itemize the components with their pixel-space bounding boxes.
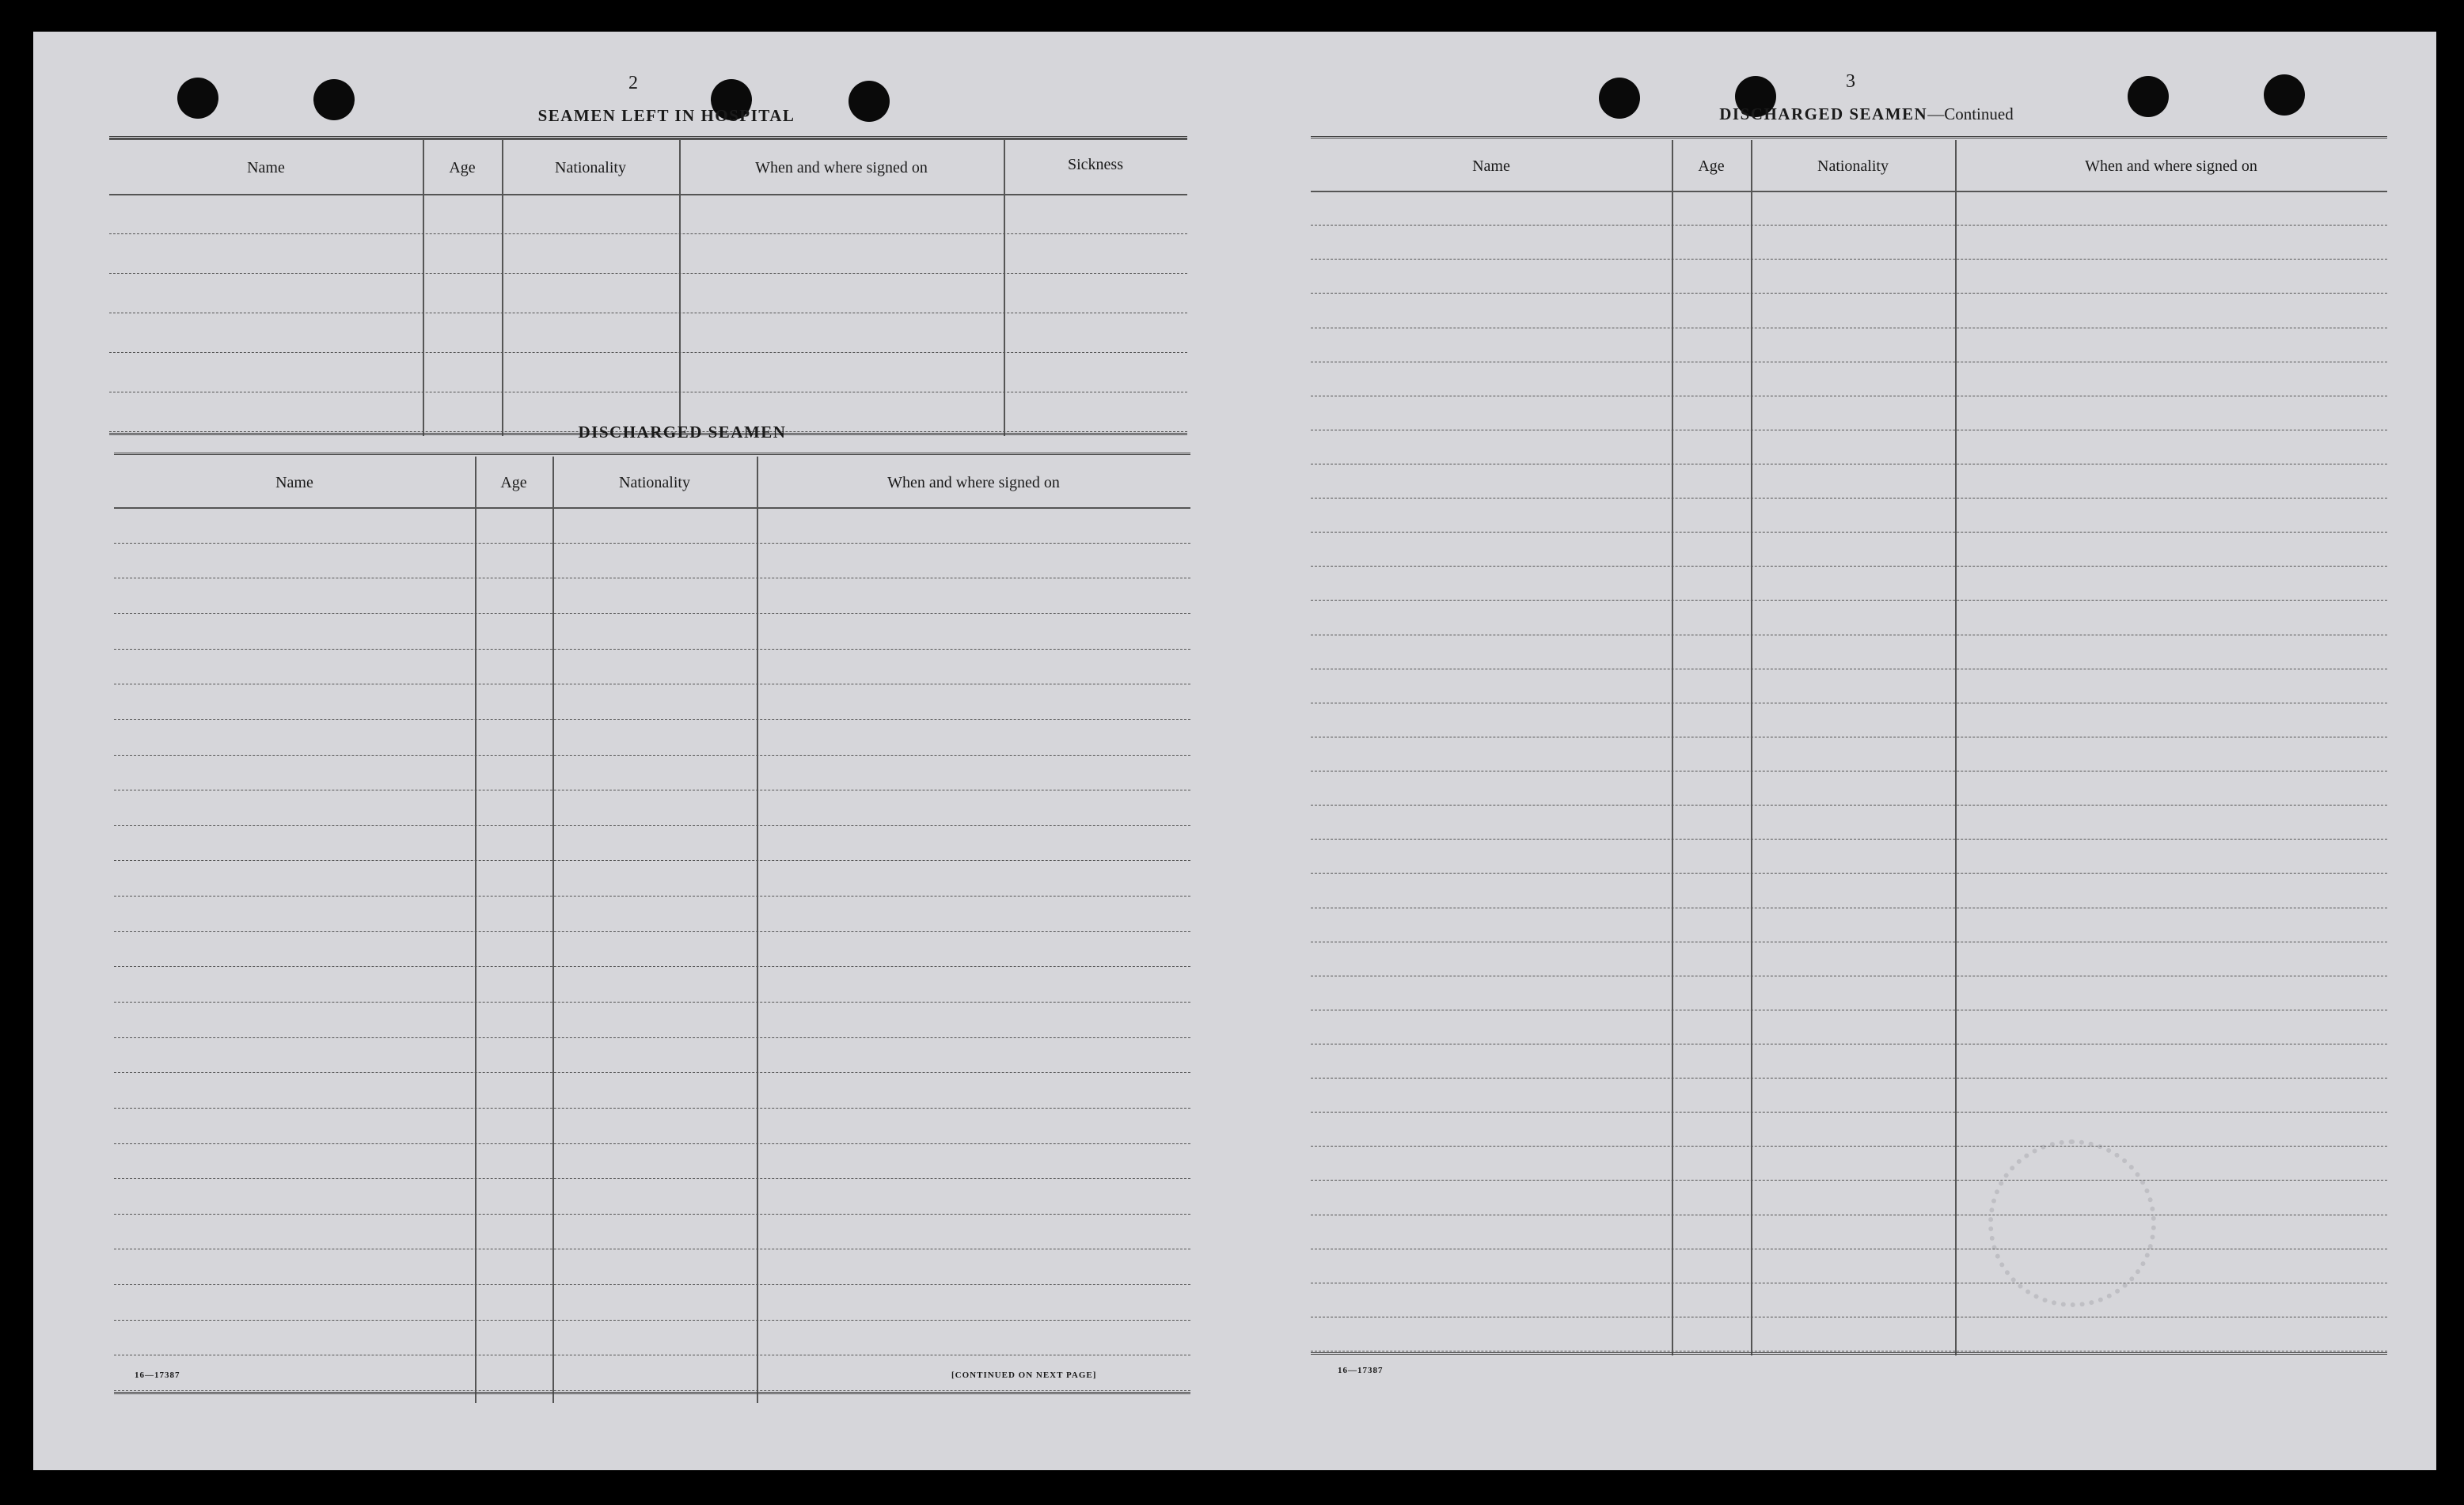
document-sheet [33,32,2436,1470]
form-row [114,613,1190,614]
punch-hole [177,78,218,119]
title-main: DISCHARGED SEAMEN [1719,104,1928,123]
column-header-name: Name [275,474,313,491]
column-header-nationality: Nationality [1817,157,1889,175]
hospital-section-title: SEAMEN LEFT IN HOSPITAL [537,106,795,125]
form-row [114,719,1190,720]
column-header-signed-on: When and where signed on [887,474,1060,491]
discharged-section-title: DISCHARGED SEAMEN [578,423,787,442]
column-header-name: Name [247,159,285,176]
page-number-left: 2 [628,73,638,93]
form-row [114,1390,1190,1391]
discharged-continued-title [1629,104,2104,124]
form-row [114,896,1190,897]
form-row [1311,1180,2387,1181]
form-row [114,931,1190,932]
punch-hole [2264,74,2305,116]
column-header-age: Age [500,474,527,491]
form-row [1311,805,2387,806]
form-row [114,1320,1190,1321]
column-header-age: Age [449,159,476,176]
form-row [1311,259,2387,260]
form-row [109,233,1187,234]
form-row [1311,498,2387,499]
form-row [1311,1146,2387,1147]
form-row [114,860,1190,861]
form-row [114,1037,1190,1038]
form-row [114,1072,1190,1073]
form-row [114,1108,1190,1109]
page-number-right: 3 [1846,71,1855,92]
hospital-table [109,136,1187,436]
column-header-name: Name [1472,157,1510,175]
form-row [114,543,1190,544]
form-row [114,1143,1190,1144]
form-row [1311,566,2387,567]
form-row [1311,839,2387,840]
continued-note: [CONTINUED ON NEXT PAGE] [951,1370,1097,1380]
form-row [114,825,1190,826]
column-header-signed-on: When and where signed on [755,159,928,176]
form-row [1311,225,2387,226]
form-row [109,352,1187,353]
column-header-sickness: Sickness [1068,156,1123,173]
form-row [114,1002,1190,1003]
form-code-right: 16—17387 [1338,1366,1384,1375]
form-row [114,649,1190,650]
punch-hole [2128,76,2169,117]
column-header-nationality: Nationality [555,159,626,176]
form-row [114,1214,1190,1215]
form-row [114,755,1190,756]
column-header-age: Age [1698,157,1725,175]
form-row [1311,293,2387,294]
form-code-left: 16—17387 [135,1370,180,1380]
form-row [1311,1078,2387,1079]
form-row [114,966,1190,967]
column-header-signed-on: When and where signed on [2085,157,2257,175]
form-row [109,273,1187,274]
form-row [1311,600,2387,601]
form-row [1311,873,2387,874]
punch-hole [313,79,355,120]
discharged-continued-table [1311,136,2387,1355]
form-row [1311,1112,2387,1113]
column-header-nationality: Nationality [619,474,690,491]
form-row [114,1284,1190,1285]
form-row [114,1178,1190,1179]
discharged-table [114,453,1190,1403]
form-row [1311,532,2387,533]
title-suffix: —Continued [1927,104,2014,123]
